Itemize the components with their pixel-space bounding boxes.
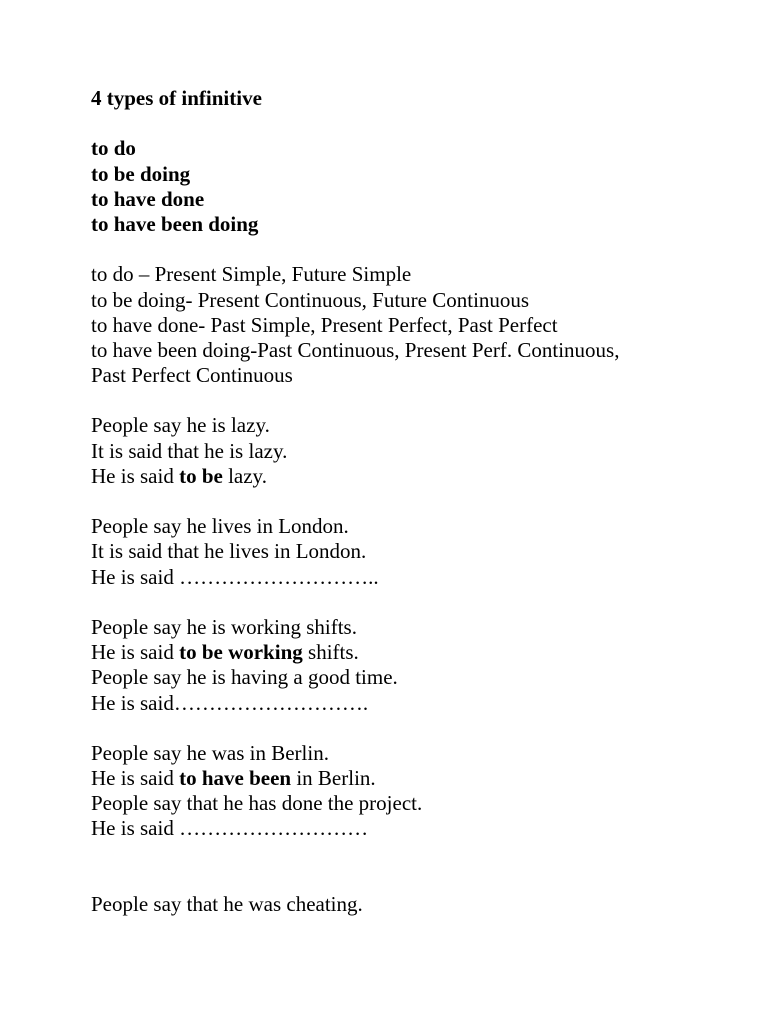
spacer	[91, 237, 731, 262]
example-sentence: People say he is working shifts.	[91, 614, 357, 639]
sentence-text: He is said	[91, 463, 180, 488]
infinitive-highlight: to have been	[179, 766, 292, 791]
example-sentence: It is said that he lives in London.	[91, 539, 367, 564]
example-sentence	[91, 464, 731, 489]
example-sentence	[91, 766, 731, 791]
spacer	[91, 867, 731, 892]
example-sentence: It is said that he is lazy.	[91, 438, 288, 463]
sentence-text: shifts.	[302, 640, 359, 665]
exercise-blank: He is said ………………………..	[91, 564, 379, 589]
infinitive-highlight: to be working	[179, 640, 303, 665]
exercise-blank: He is said……………………….	[91, 690, 369, 715]
sentence-text: He is said	[91, 640, 180, 665]
example-sentence: People say he is lazy.	[91, 413, 270, 438]
infinitive-form: to do	[91, 136, 136, 161]
tense-map-line: to be doing- Present Continuous, Future Continuous	[91, 287, 530, 312]
tense-map-line: Past Perfect Continuous	[91, 363, 293, 388]
example-sentence: People say he was in Berlin.	[91, 740, 329, 765]
example-sentence: People say that he has done the project.	[91, 791, 423, 816]
document-title: 4 types of infinitive	[91, 86, 262, 110]
infinitive-form: to have been doing	[91, 211, 259, 236]
spacer	[91, 388, 731, 413]
spacer	[91, 111, 731, 136]
exercise-blank: He is said ………………………	[91, 816, 369, 841]
sentence-text: He is said	[91, 766, 180, 791]
example-sentence: People say he lives in London.	[91, 514, 349, 539]
spacer	[91, 716, 731, 741]
document-body	[91, 86, 731, 917]
tense-map-line: to have done- Past Simple, Present Perfect, Past Perfect	[91, 312, 558, 337]
example-sentence: People say he is having a good time.	[91, 665, 398, 690]
spacer	[91, 489, 731, 514]
spacer	[91, 842, 731, 867]
sentence-text: lazy.	[222, 463, 267, 488]
example-sentence	[91, 640, 731, 665]
infinitive-form: to have done	[91, 186, 205, 211]
tense-map-line: to do – Present Simple, Future Simple	[91, 262, 412, 287]
infinitive-form: to be doing	[91, 161, 191, 186]
sentence-text: in Berlin.	[291, 766, 376, 791]
infinitive-highlight: to be	[179, 463, 223, 488]
spacer	[91, 590, 731, 615]
tense-map-line: to have been doing-Past Continuous, Present Perf. Continuous,	[91, 337, 620, 362]
example-sentence: People say that he was cheating.	[91, 892, 363, 916]
